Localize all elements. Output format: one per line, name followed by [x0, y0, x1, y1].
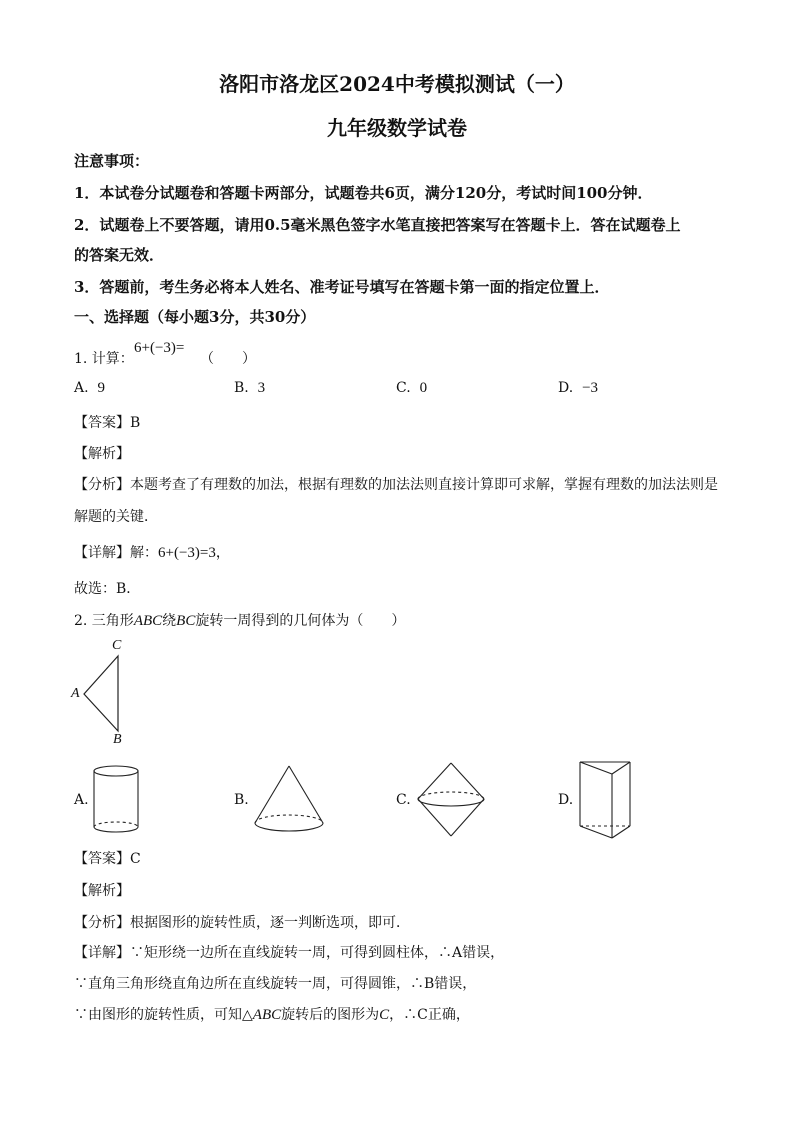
triangular-prism-icon — [580, 762, 630, 838]
notice-item-2-line2: 的答案无效． — [74, 246, 165, 264]
fenxi-tag: 【分析】 — [74, 915, 130, 931]
cone-icon — [255, 766, 323, 831]
section-heading: 一、选择题（每小题3分，共30分） — [74, 308, 316, 326]
detail3-mid: 旋转后的图形为 — [281, 1007, 380, 1023]
q1-expression: 6+(−3)= — [134, 340, 185, 356]
q1-fenxi-line2: 解题的关键． — [74, 509, 158, 525]
q2-fenxi — [74, 912, 410, 932]
q1-answer — [74, 412, 140, 432]
option-value: −3 — [582, 380, 599, 396]
detail3-post: ，∴C正确， — [389, 1007, 470, 1023]
q2-option-a-label: A. — [74, 792, 89, 808]
option-label: D. — [558, 380, 574, 396]
triangle-label-c: C — [112, 638, 122, 653]
fenxi-tag: 【分析】 — [74, 477, 130, 493]
q1-number: 1. 计算： — [74, 351, 134, 367]
detail-expression: 6+(−3)=3 — [158, 545, 216, 561]
q1-detail — [74, 542, 230, 562]
q2-detail-line1 — [74, 942, 504, 962]
detail3-abc: ABC — [252, 1007, 282, 1023]
detail-suffix: ， — [215, 545, 230, 561]
option-value: 3 — [257, 380, 266, 396]
stem-abc: ABC — [133, 613, 163, 629]
answer-value: B — [130, 415, 141, 431]
detail3-pre: ∵由图形的旋转性质，可知△ — [74, 1007, 253, 1023]
notice-item-3: 3．答题前，考生务必将本人姓名、准考证号填写在答题卡第一面的指定位置上． — [74, 278, 610, 296]
triangle-shape — [84, 656, 118, 731]
q2-option-c-label: C. — [396, 792, 411, 808]
option-value: 9 — [97, 380, 105, 396]
notice-item-1: 1．本试卷分试题卷和答题卡两部分，试题卷共6页，满分120分，考试时间100分钟． — [74, 184, 653, 202]
stem-post: 旋转一周得到的几何体为（ ） — [195, 613, 406, 629]
q2-option-d-label: D. — [558, 792, 574, 808]
answer-tag: 【答案】 — [74, 851, 130, 867]
q1-option-b — [234, 380, 265, 397]
option-label: C. — [396, 380, 411, 396]
stem-mid: 绕 — [162, 613, 177, 629]
q2-answer — [74, 848, 141, 868]
q2-analysis-tag: 【解析】 — [74, 883, 130, 899]
detail-tag: 【详解】 — [74, 945, 130, 961]
q2-option-b-label: B. — [234, 792, 249, 808]
q1-option-d — [558, 380, 598, 397]
option-label: B. — [234, 380, 249, 396]
triangle-label-b: B — [113, 732, 122, 747]
cylinder-icon — [94, 766, 138, 832]
q1-choose: 故选：B． — [74, 581, 141, 597]
q1-analysis-tag: 【解析】 — [74, 446, 130, 462]
option-label: A. — [74, 380, 89, 396]
q1-option-c — [396, 380, 427, 397]
fenxi-text: 本题考查了有理数的加法，根据有理数的加法法则直接计算即可求解，掌握有理数的加法法则是 — [130, 477, 718, 493]
q1-fenxi-line1 — [74, 474, 718, 494]
answer-value: C — [130, 851, 141, 867]
page-subtitle: 九年级数学试卷 — [327, 116, 467, 140]
q1-paren: （ ） — [200, 351, 256, 367]
page-title: 洛阳市洛龙区2024中考模拟测试（一） — [219, 72, 575, 96]
stem-pre: 2. 三角形 — [74, 613, 134, 629]
notice-heading: 注意事项： — [74, 152, 150, 170]
option-value: 0 — [419, 380, 428, 396]
detail-text: ∵矩形绕一边所在直线旋转一周，可得到圆柱体，∴A错误， — [130, 945, 505, 961]
fenxi-text: 根据图形的旋转性质，逐一判断选项，即可． — [130, 915, 410, 931]
answer-tag: 【答案】 — [74, 415, 130, 431]
q2-detail-line3 — [74, 1004, 470, 1024]
detail3-c: C — [379, 1007, 390, 1023]
q2-detail-line2: ∵直角三角形绕直角边所在直线旋转一周，可得圆锥，∴B错误， — [74, 976, 477, 992]
q1-option-a — [74, 380, 105, 397]
detail-prefix: 解： — [130, 545, 158, 561]
double-cone-icon — [418, 763, 484, 836]
detail-tag: 【详解】 — [74, 545, 130, 561]
q2-stem — [74, 610, 405, 630]
triangle-label-a: A — [71, 686, 80, 701]
notice-item-2-line1: 2．试题卷上不要答题，请用0.5毫米黑色签字水笔直接把答案写在答题卡上．答在试题卷上 — [74, 216, 681, 234]
stem-bc: BC — [176, 613, 196, 629]
